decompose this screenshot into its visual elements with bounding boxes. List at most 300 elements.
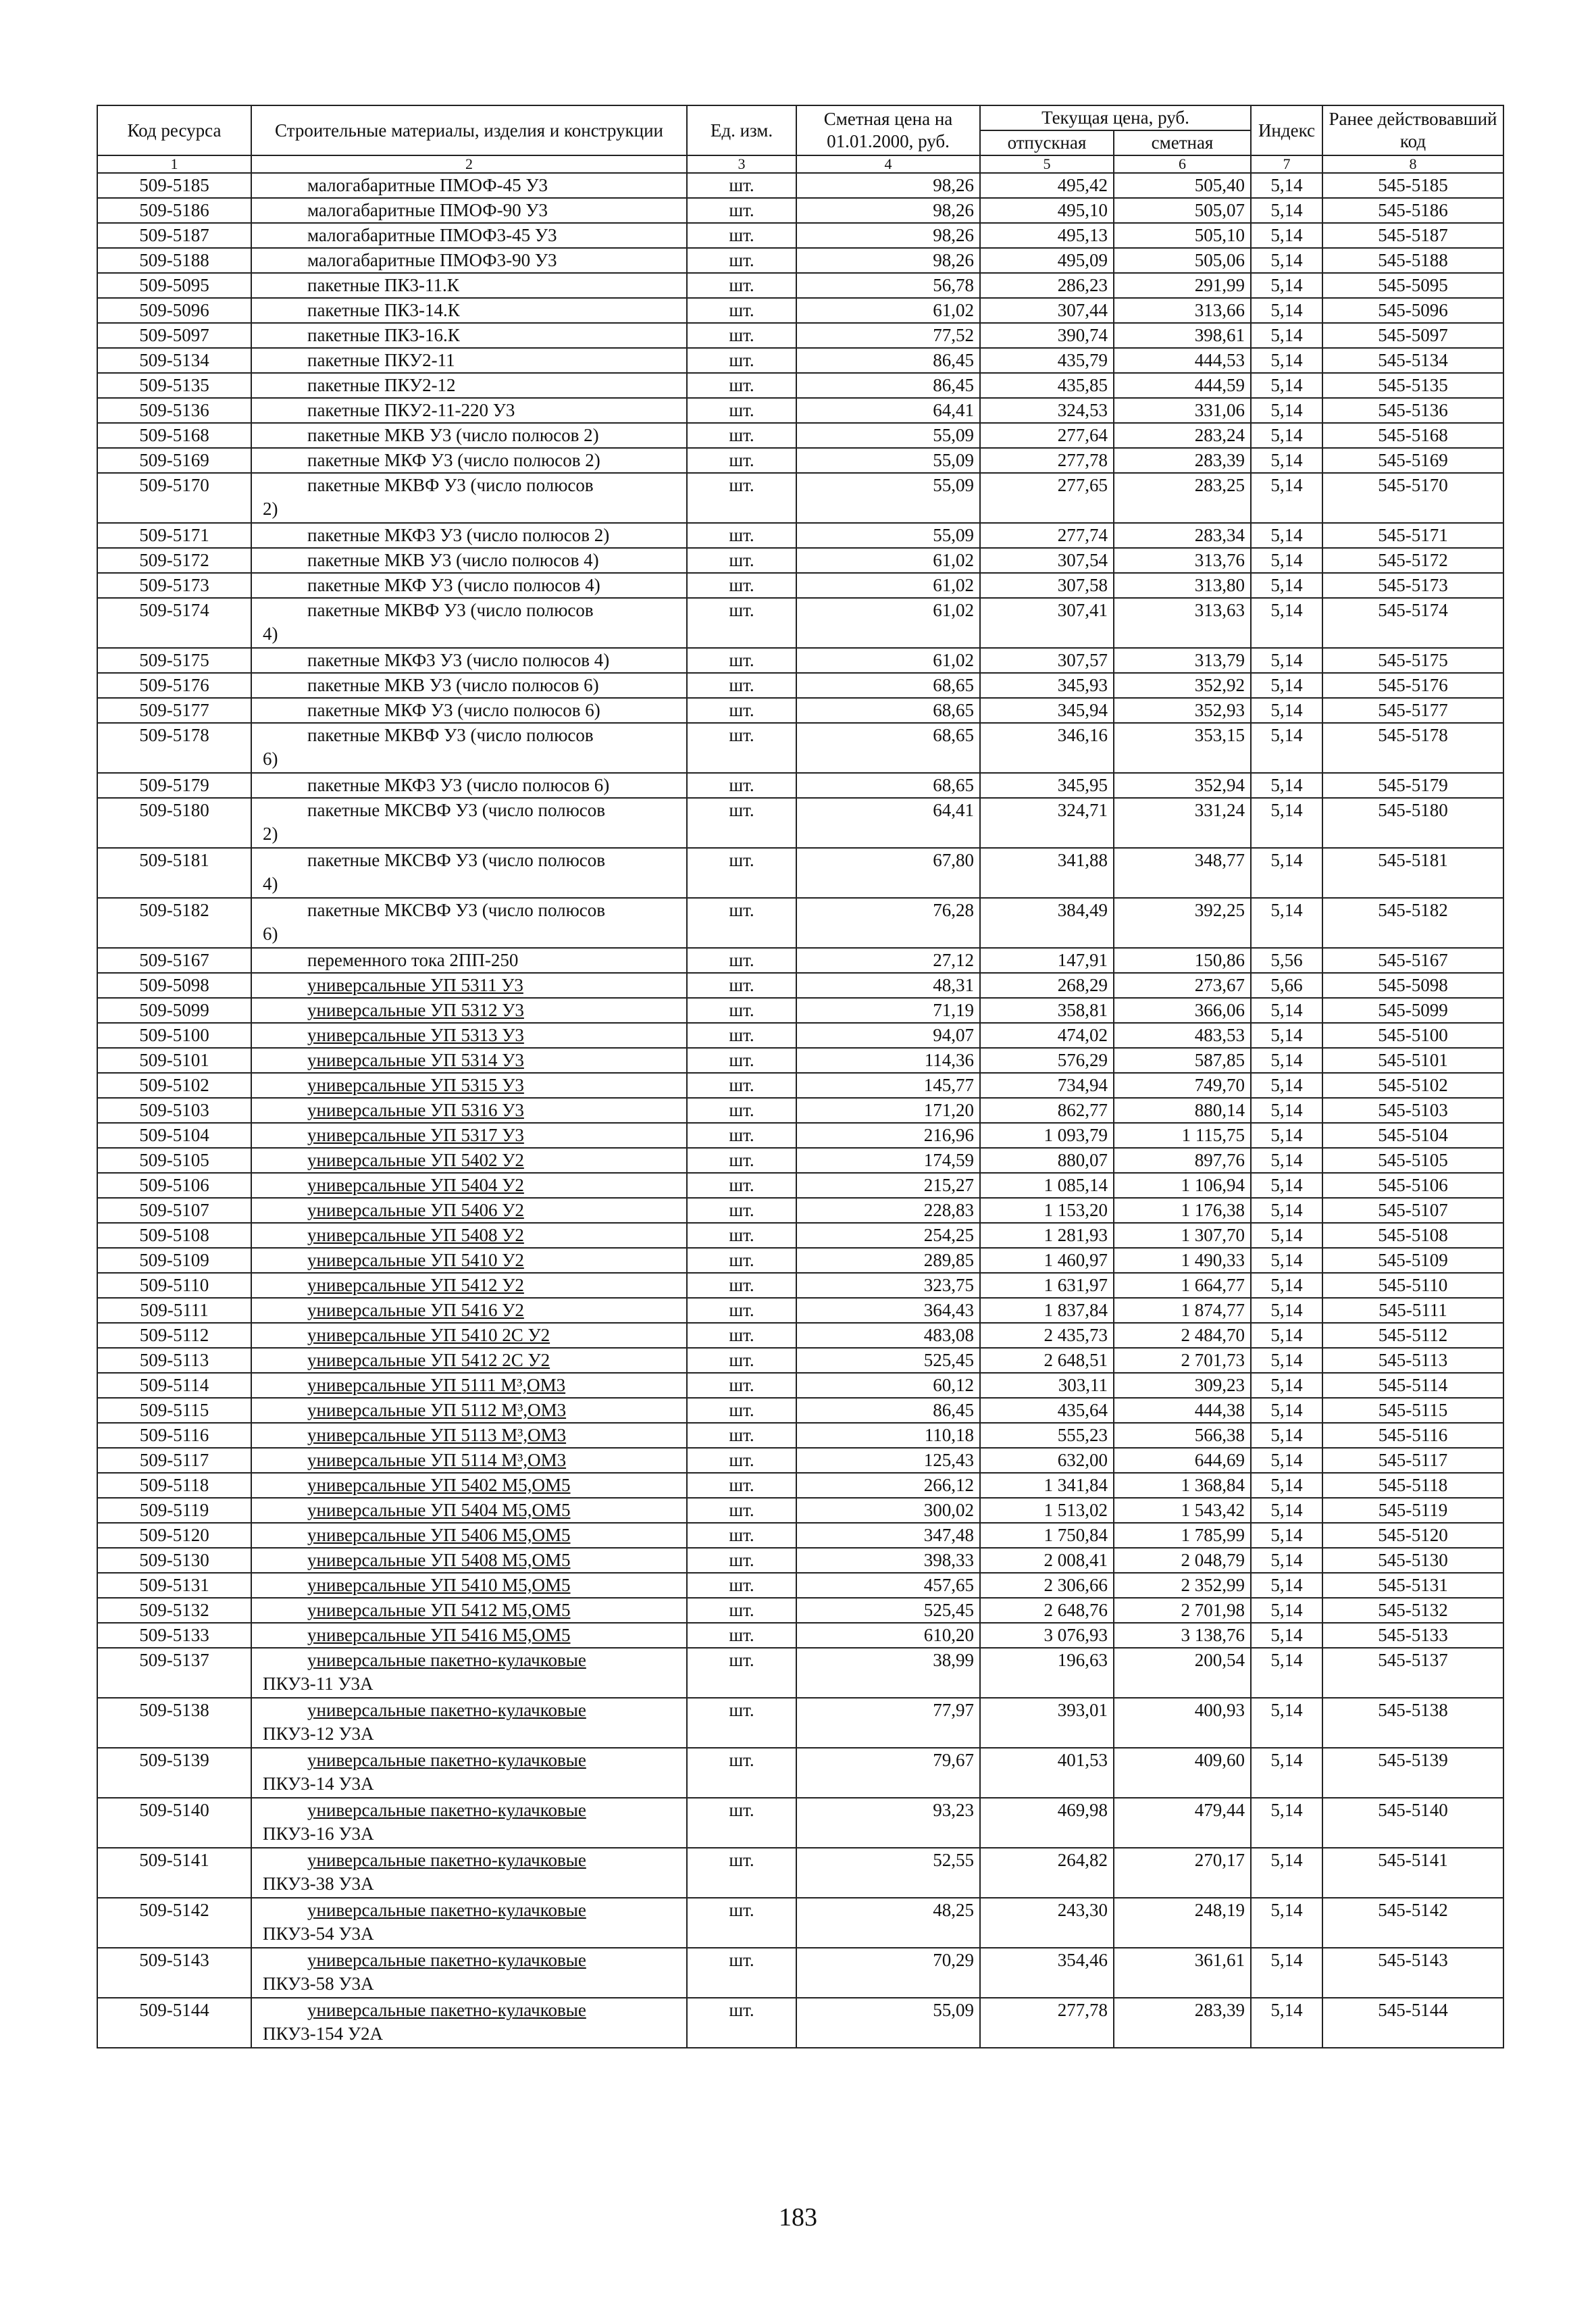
unit-of-measure: шт. (687, 723, 796, 773)
material-name-line: пакетные МКВ У3 (число полюсов 4) (307, 550, 599, 570)
table-row (97, 1198, 1503, 1223)
material-name-line: универсальные пакетно-кулачковые (307, 1650, 586, 1670)
material-name (251, 423, 687, 448)
table-row (97, 1348, 1503, 1373)
unit-of-measure: шт. (687, 598, 796, 648)
table-row (97, 173, 1503, 198)
material-name-continuation: ПКУ3-11 У3А (263, 1674, 374, 1694)
resource-code: 509-5168 (97, 423, 251, 448)
resource-code: 509-5133 (97, 1623, 251, 1648)
price-index: 5,14 (1251, 548, 1322, 573)
resource-code: 509-5132 (97, 1598, 251, 1623)
previous-code: 545-5103 (1322, 1098, 1503, 1123)
base-price: 38,99 (796, 1648, 980, 1698)
estimate-price: 331,24 (1114, 798, 1251, 848)
base-price: 61,02 (796, 598, 980, 648)
resource-code: 509-5100 (97, 1023, 251, 1048)
column-number: 7 (1251, 155, 1322, 173)
release-price: 264,82 (980, 1848, 1114, 1898)
material-name (251, 1173, 687, 1198)
material-name-continuation: ПКУ3-12 У3А (263, 1724, 374, 1744)
estimate-price: 283,34 (1114, 523, 1251, 548)
material-name-line: пакетные МКФ3 У3 (число полюсов 4) (307, 650, 610, 670)
material-name-line: универсальные пакетно-кулачковые (307, 1800, 586, 1820)
estimate-price: 1 106,94 (1114, 1173, 1251, 1198)
previous-code: 545-5175 (1322, 648, 1503, 673)
release-price: 1 153,20 (980, 1198, 1114, 1223)
unit-of-measure: шт. (687, 1148, 796, 1173)
unit-of-measure: шт. (687, 948, 796, 973)
estimate-price: 1 785,99 (1114, 1523, 1251, 1548)
table-row (97, 1148, 1503, 1173)
release-price: 2 648,51 (980, 1348, 1114, 1373)
price-index: 5,14 (1251, 998, 1322, 1023)
material-name-line: пакетные МКВФ У3 (число полюсов (307, 475, 594, 495)
estimate-price: 361,61 (1114, 1948, 1251, 1998)
estimate-price: 291,99 (1114, 273, 1251, 298)
table-row (97, 1948, 1503, 1998)
release-price: 469,98 (980, 1798, 1114, 1848)
table-row (97, 1623, 1503, 1648)
release-price: 1 750,84 (980, 1523, 1114, 1548)
base-price: 67,80 (796, 848, 980, 898)
material-name (251, 1148, 687, 1173)
price-index: 5,14 (1251, 698, 1322, 723)
release-price: 268,29 (980, 973, 1114, 998)
base-price: 61,02 (796, 548, 980, 573)
material-name-line: универсальные УП 5412 У2 (307, 1275, 524, 1295)
material-name (251, 698, 687, 723)
material-name (251, 1248, 687, 1273)
material-name (251, 798, 687, 848)
previous-code: 545-5187 (1322, 223, 1503, 248)
base-price: 98,26 (796, 173, 980, 198)
material-name (251, 723, 687, 773)
material-name (251, 298, 687, 323)
release-price: 2 306,66 (980, 1573, 1114, 1598)
previous-code: 545-5100 (1322, 1023, 1503, 1048)
material-name (251, 1298, 687, 1323)
base-price: 61,02 (796, 573, 980, 598)
material-name (251, 1523, 687, 1548)
resource-code: 509-5176 (97, 673, 251, 698)
material-name (251, 848, 687, 898)
material-name (251, 1848, 687, 1898)
estimate-price: 897,76 (1114, 1148, 1251, 1173)
unit-of-measure: шт. (687, 1998, 796, 2048)
price-index: 5,14 (1251, 1148, 1322, 1173)
material-name-line: универсальные УП 5404 М5,ОМ5 (307, 1500, 571, 1520)
base-price: 171,20 (796, 1098, 980, 1123)
resource-code: 509-5107 (97, 1198, 251, 1223)
table-row (97, 398, 1503, 423)
previous-code: 545-5116 (1322, 1423, 1503, 1448)
resource-code: 509-5141 (97, 1848, 251, 1898)
unit-of-measure: шт. (687, 1798, 796, 1848)
base-price: 55,09 (796, 473, 980, 523)
estimate-price: 1 874,77 (1114, 1298, 1251, 1323)
estimate-price: 283,25 (1114, 473, 1251, 523)
table-row (97, 198, 1503, 223)
material-name (251, 598, 687, 648)
resource-code: 509-5113 (97, 1348, 251, 1373)
resource-code: 509-5144 (97, 1998, 251, 2048)
unit-of-measure: шт. (687, 698, 796, 723)
material-name (251, 948, 687, 973)
previous-code: 545-5174 (1322, 598, 1503, 648)
base-price: 64,41 (796, 798, 980, 848)
material-name-line: универсальные пакетно-кулачковые (307, 1900, 586, 1920)
release-price: 307,58 (980, 573, 1114, 598)
material-name (251, 1698, 687, 1748)
release-price: 1 513,02 (980, 1498, 1114, 1523)
previous-code: 545-5144 (1322, 1998, 1503, 2048)
unit-of-measure: шт. (687, 298, 796, 323)
resource-code: 509-5101 (97, 1048, 251, 1073)
header-estimate-price: сметная (1114, 130, 1251, 155)
material-name-continuation: 4) (263, 624, 278, 644)
previous-code: 545-5098 (1322, 973, 1503, 998)
material-name-line: универсальные УП 5410 М5,ОМ5 (307, 1575, 571, 1595)
unit-of-measure: шт. (687, 1323, 796, 1348)
price-index: 5,14 (1251, 473, 1322, 523)
price-index: 5,14 (1251, 223, 1322, 248)
material-name-line: пакетные МКФ У3 (число полюсов 2) (307, 450, 600, 470)
table-row (97, 298, 1503, 323)
table-row (97, 1248, 1503, 1273)
resource-code: 509-5182 (97, 898, 251, 948)
unit-of-measure: шт. (687, 1523, 796, 1548)
previous-code: 545-5169 (1322, 448, 1503, 473)
release-price: 307,54 (980, 548, 1114, 573)
unit-of-measure: шт. (687, 1373, 796, 1398)
material-name-line: пакетные МКСВФ У3 (число полюсов (307, 900, 605, 920)
base-price: 68,65 (796, 698, 980, 723)
release-price: 286,23 (980, 273, 1114, 298)
unit-of-measure: шт. (687, 1023, 796, 1048)
unit-of-measure: шт. (687, 798, 796, 848)
resource-code: 509-5104 (97, 1123, 251, 1148)
header-release-price: отпускная (980, 130, 1114, 155)
resource-code: 509-5179 (97, 773, 251, 798)
table-row (97, 998, 1503, 1023)
unit-of-measure: шт. (687, 1623, 796, 1648)
table-row (97, 1023, 1503, 1048)
base-price: 60,12 (796, 1373, 980, 1398)
unit-of-measure: шт. (687, 973, 796, 998)
estimate-price: 2 048,79 (1114, 1548, 1251, 1573)
previous-code: 545-5139 (1322, 1748, 1503, 1798)
table-row (97, 1373, 1503, 1398)
material-name-line: пакетные МКВФ У3 (число полюсов (307, 725, 594, 745)
unit-of-measure: шт. (687, 1173, 796, 1198)
price-index: 5,14 (1251, 1098, 1322, 1123)
header-unit: Ед. изм. (687, 105, 796, 155)
unit-of-measure: шт. (687, 1198, 796, 1223)
estimate-price: 309,23 (1114, 1373, 1251, 1398)
table-row (97, 448, 1503, 473)
header-prev-code: Ранее действовавший код (1322, 105, 1503, 155)
material-name-continuation: 2) (263, 499, 278, 519)
release-price: 1 460,97 (980, 1248, 1114, 1273)
table-row (97, 1898, 1503, 1948)
unit-of-measure: шт. (687, 223, 796, 248)
previous-code: 545-5136 (1322, 398, 1503, 423)
estimate-price: 353,15 (1114, 723, 1251, 773)
base-price: 55,09 (796, 423, 980, 448)
table-row (97, 1323, 1503, 1348)
unit-of-measure: шт. (687, 198, 796, 223)
base-price: 61,02 (796, 648, 980, 673)
price-index: 5,14 (1251, 673, 1322, 698)
table-row (97, 323, 1503, 348)
material-name-continuation: ПКУ3-38 У3А (263, 1873, 374, 1894)
estimate-price: 313,79 (1114, 648, 1251, 673)
price-index: 5,56 (1251, 948, 1322, 973)
material-name (251, 248, 687, 273)
release-price: 2 008,41 (980, 1548, 1114, 1573)
previous-code: 545-5132 (1322, 1598, 1503, 1623)
price-index: 5,14 (1251, 1073, 1322, 1098)
base-price: 56,78 (796, 273, 980, 298)
material-name (251, 1373, 687, 1398)
previous-code: 545-5131 (1322, 1573, 1503, 1598)
unit-of-measure: шт. (687, 573, 796, 598)
material-name-line: универсальные УП 5404 У2 (307, 1175, 524, 1195)
previous-code: 545-5179 (1322, 773, 1503, 798)
table-row (97, 598, 1503, 648)
price-index: 5,14 (1251, 773, 1322, 798)
page-number: 183 (779, 2203, 817, 2232)
base-price: 398,33 (796, 1548, 980, 1573)
previous-code: 545-5096 (1322, 298, 1503, 323)
release-price: 495,09 (980, 248, 1114, 273)
material-name-line: малогабаритные ПМОФ-90 У3 (307, 200, 548, 220)
unit-of-measure: шт. (687, 1648, 796, 1698)
material-name (251, 1073, 687, 1098)
material-name-line: универсальные УП 5406 У2 (307, 1200, 524, 1220)
resource-code: 509-5172 (97, 548, 251, 573)
material-name (251, 198, 687, 223)
estimate-price: 880,14 (1114, 1098, 1251, 1123)
table-row (97, 1073, 1503, 1098)
resource-code: 509-5096 (97, 298, 251, 323)
estimate-price: 3 138,76 (1114, 1623, 1251, 1648)
previous-code: 545-5182 (1322, 898, 1503, 948)
table-row (97, 1398, 1503, 1423)
price-index: 5,14 (1251, 648, 1322, 673)
base-price: 266,12 (796, 1473, 980, 1498)
previous-code: 545-5115 (1322, 1398, 1503, 1423)
material-name (251, 1023, 687, 1048)
table-row (97, 848, 1503, 898)
previous-code: 545-5104 (1322, 1123, 1503, 1148)
base-price: 145,77 (796, 1073, 980, 1098)
estimate-price: 273,67 (1114, 973, 1251, 998)
material-name-line: универсальные УП 5311 У3 (307, 975, 523, 995)
release-price: 435,79 (980, 348, 1114, 373)
resource-code: 509-5131 (97, 1573, 251, 1598)
material-name-line: малогабаритные ПМОФ-45 У3 (307, 175, 548, 195)
release-price: 277,78 (980, 448, 1114, 473)
table-row (97, 1173, 1503, 1198)
release-price: 555,23 (980, 1423, 1114, 1448)
estimate-price: 2 484,70 (1114, 1323, 1251, 1348)
table-row (97, 948, 1503, 973)
unit-of-measure: шт. (687, 1848, 796, 1898)
previous-code: 545-5130 (1322, 1548, 1503, 1573)
material-name-line: универсальные УП 5412 2С У2 (307, 1350, 550, 1370)
resource-code: 509-5180 (97, 798, 251, 848)
table-row (97, 573, 1503, 598)
material-name (251, 1623, 687, 1648)
release-price: 277,64 (980, 423, 1114, 448)
material-name-continuation: 6) (263, 749, 278, 769)
previous-code: 545-5113 (1322, 1348, 1503, 1373)
estimate-price: 313,80 (1114, 573, 1251, 598)
table-row (97, 1223, 1503, 1248)
previous-code: 545-5119 (1322, 1498, 1503, 1523)
estimate-price: 283,39 (1114, 1998, 1251, 2048)
release-price: 401,53 (980, 1748, 1114, 1798)
material-name-line: пакетные МКФ3 У3 (число полюсов 2) (307, 525, 610, 545)
resource-code: 509-5137 (97, 1648, 251, 1698)
previous-code: 545-5109 (1322, 1248, 1503, 1273)
estimate-price: 283,24 (1114, 423, 1251, 448)
table-row (97, 1048, 1503, 1073)
unit-of-measure: шт. (687, 1898, 796, 1948)
resource-code: 509-5110 (97, 1273, 251, 1298)
price-index: 5,14 (1251, 1598, 1322, 1623)
unit-of-measure: шт. (687, 1123, 796, 1148)
resource-code: 509-5130 (97, 1548, 251, 1573)
price-index: 5,14 (1251, 1173, 1322, 1198)
unit-of-measure: шт. (687, 473, 796, 523)
material-name-line: универсальные УП 5408 М5,ОМ5 (307, 1550, 571, 1570)
release-price: 324,71 (980, 798, 1114, 848)
price-index: 5,14 (1251, 1398, 1322, 1423)
base-price: 77,97 (796, 1698, 980, 1748)
previous-code: 545-5180 (1322, 798, 1503, 848)
estimate-price: 444,38 (1114, 1398, 1251, 1423)
estimate-price: 1 176,38 (1114, 1198, 1251, 1223)
base-price: 48,31 (796, 973, 980, 998)
table-row (97, 423, 1503, 448)
material-name-line: переменного тока 2ПП-250 (307, 950, 519, 970)
price-index: 5,14 (1251, 1798, 1322, 1848)
resource-code: 509-5097 (97, 323, 251, 348)
table-row (97, 223, 1503, 248)
header-current-price: Текущая цена, руб. (980, 105, 1251, 130)
base-price: 48,25 (796, 1898, 980, 1948)
previous-code: 545-5176 (1322, 673, 1503, 698)
release-price: 147,91 (980, 948, 1114, 973)
price-index: 5,14 (1251, 1198, 1322, 1223)
resource-code: 509-5111 (97, 1298, 251, 1323)
material-name-line: универсальные УП 5314 У3 (307, 1050, 524, 1070)
base-price: 483,08 (796, 1323, 980, 1348)
table-row (97, 248, 1503, 273)
previous-code: 545-5097 (1322, 323, 1503, 348)
material-name-line: универсальные УП 5410 У2 (307, 1250, 524, 1270)
column-numbers-row (97, 155, 1503, 173)
price-table (97, 105, 1504, 2048)
base-price: 300,02 (796, 1498, 980, 1523)
unit-of-measure: шт. (687, 1298, 796, 1323)
estimate-price: 2 352,99 (1114, 1573, 1251, 1598)
material-name-line: пакетные МКСВФ У3 (число полюсов (307, 850, 605, 870)
resource-code: 509-5173 (97, 573, 251, 598)
price-index: 5,14 (1251, 348, 1322, 373)
resource-code: 509-5174 (97, 598, 251, 648)
unit-of-measure: шт. (687, 523, 796, 548)
material-name (251, 773, 687, 798)
material-name (251, 273, 687, 298)
material-name (251, 1323, 687, 1348)
estimate-price: 313,66 (1114, 298, 1251, 323)
unit-of-measure: шт. (687, 1048, 796, 1073)
unit-of-measure: шт. (687, 773, 796, 798)
price-index: 5,14 (1251, 1298, 1322, 1323)
unit-of-measure: шт. (687, 548, 796, 573)
table-row (97, 723, 1503, 773)
unit-of-measure: шт. (687, 648, 796, 673)
table-row (97, 1598, 1503, 1623)
material-name (251, 523, 687, 548)
resource-code: 509-5181 (97, 848, 251, 898)
resource-code: 509-5095 (97, 273, 251, 298)
material-name (251, 1273, 687, 1298)
previous-code: 545-5117 (1322, 1448, 1503, 1473)
table-row (97, 1548, 1503, 1573)
previous-code: 545-5111 (1322, 1298, 1503, 1323)
material-name (251, 348, 687, 373)
material-name (251, 1048, 687, 1073)
material-name (251, 1448, 687, 1473)
table-row (97, 798, 1503, 848)
estimate-price: 644,69 (1114, 1448, 1251, 1473)
table-row (97, 1798, 1503, 1848)
price-index: 5,14 (1251, 848, 1322, 898)
release-price: 1 631,97 (980, 1273, 1114, 1298)
release-price: 346,16 (980, 723, 1114, 773)
release-price: 576,29 (980, 1048, 1114, 1073)
resource-code: 509-5188 (97, 248, 251, 273)
table-row (97, 548, 1503, 573)
material-name-continuation: 4) (263, 874, 278, 894)
column-number: 3 (687, 155, 796, 173)
material-name (251, 1598, 687, 1623)
unit-of-measure: шт. (687, 448, 796, 473)
estimate-price: 150,86 (1114, 948, 1251, 973)
previous-code: 545-5177 (1322, 698, 1503, 723)
price-index: 5,14 (1251, 1548, 1322, 1573)
table-row (97, 1473, 1503, 1498)
material-name-line: пакетные ПКУ2-12 (307, 375, 456, 395)
price-index: 5,14 (1251, 1273, 1322, 1298)
base-price: 55,09 (796, 448, 980, 473)
previous-code: 545-5110 (1322, 1273, 1503, 1298)
resource-code: 509-5135 (97, 373, 251, 398)
release-price: 474,02 (980, 1023, 1114, 1048)
resource-code: 509-5170 (97, 473, 251, 523)
previous-code: 545-5134 (1322, 348, 1503, 373)
base-price: 77,52 (796, 323, 980, 348)
previous-code: 545-5143 (1322, 1948, 1503, 1998)
release-price: 435,85 (980, 373, 1114, 398)
estimate-price: 200,54 (1114, 1648, 1251, 1698)
estimate-price: 444,59 (1114, 373, 1251, 398)
